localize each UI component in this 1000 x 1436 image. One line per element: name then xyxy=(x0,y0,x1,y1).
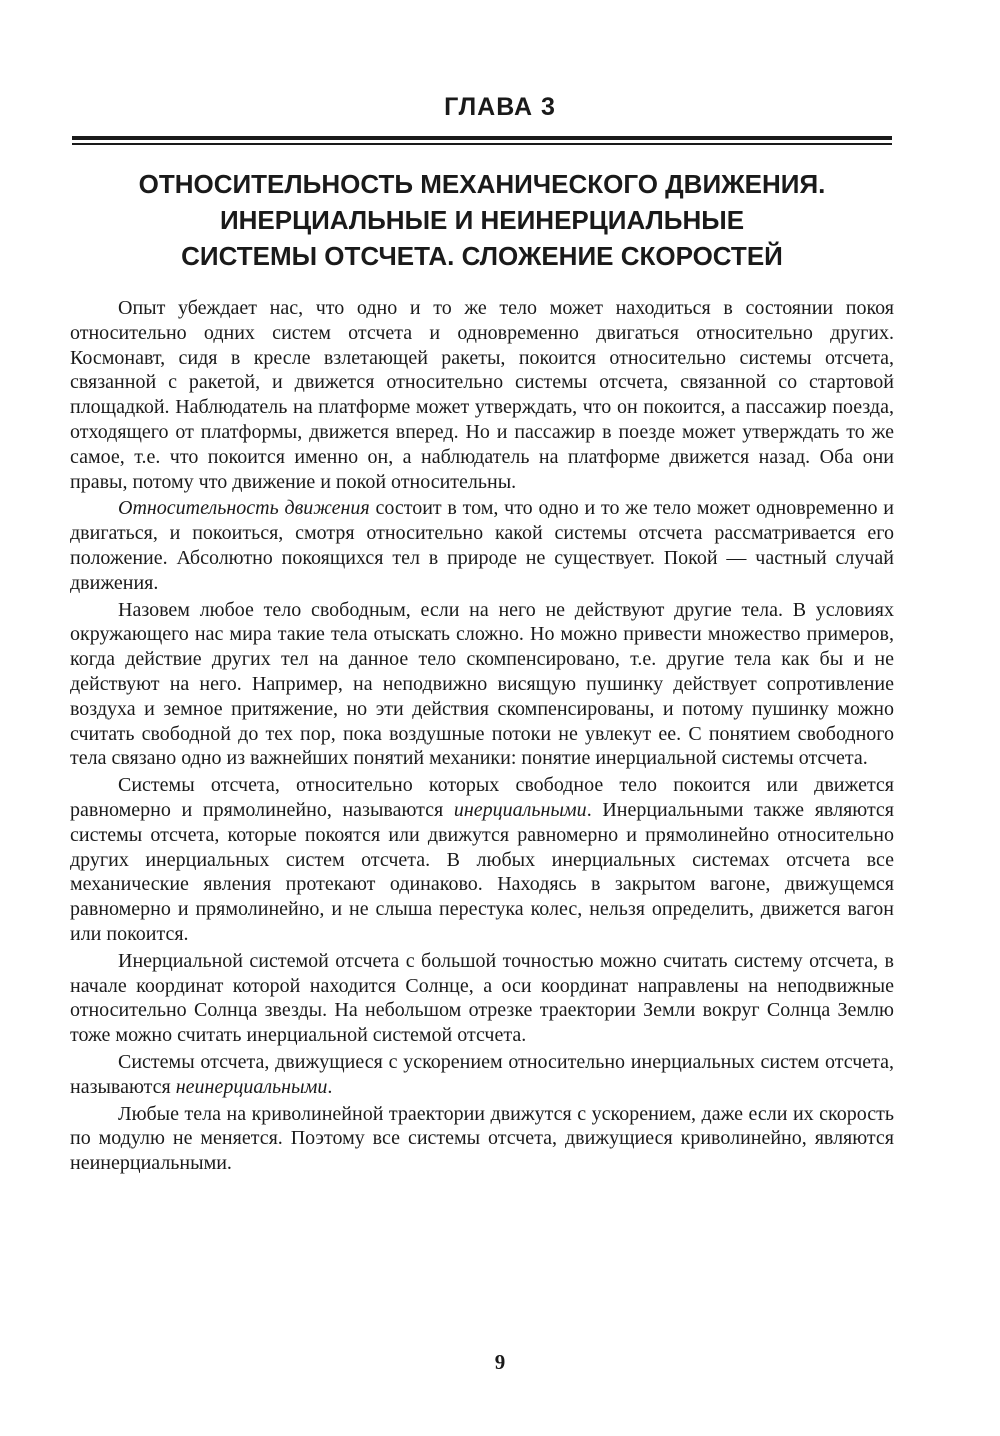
page-number: 9 xyxy=(494,1350,506,1374)
chapter-title-line: ОТНОСИТЕЛЬНОСТЬ МЕХАНИЧЕСКОГО ДВИЖЕНИЯ. xyxy=(138,169,826,199)
paragraph-text: Системы отсчета, относительно которых свободное тело покоится или движется равномерно и прямолинейно, называются xyxy=(70,774,894,821)
paragraph-text: состоит в том, что одно и то же тело может одновременно и двигаться, и покоиться, смотря относительно какой системы отсчета рассматривается его положение. Абсолютно покоящихся тел в природе не существует. Покой — частный случай движения. xyxy=(70,497,894,594)
chapter-title xyxy=(72,166,892,274)
paragraph-7: Любые тела на криволинейной траектории движутся с ускорением, даже если их скорость по модулю не меняется. Поэтому все системы отсчета, движущиеся криволинейно, являются неинерциальными. xyxy=(70,1102,894,1175)
paragraph-text: . Инерциальными также являются системы отсчета, которые покоятся или движутся равномерно и прямолинейно относительно других инерциальных систем отсчета. В любых инерциальных системах отсчета все механические явления протекают одинаково. Находясь в закрытом вагоне, движущемся равномерно и прямолинейно, и не слыша перестука колес, нельзя определить, движется вагон или покоится. xyxy=(70,798,894,945)
body-text xyxy=(70,296,894,1178)
italic-term: неинерциальными xyxy=(175,1075,328,1098)
chapter-divider xyxy=(72,136,892,145)
paragraph-1: Опыт убеждает нас, что одно и то же тело может находиться в состоянии покоя относительно одних систем отсчета и одновременно двигаться относительно других. Космонавт, сидя в кресле взлетающей ракеты, покоится относительно системы отсчета, связанной с ракетой, и движется относительно системы отсчета, связанной со стартовой площадкой. Наблюдатель на платформе может утверждать, что он покоится, а пассажир поезда, отходящего от платформы, движется вперед. Но и пассажир в поезде может утверждать то же самое, т.е. что покоится именно он, а наблюдатель на платформе движется назад. Оба они правы, потому что движение и покой относительны. xyxy=(70,297,894,493)
chapter-number: ГЛАВА 3 xyxy=(444,93,556,121)
italic-term: Относительность движения xyxy=(118,497,370,520)
paragraph-text: Системы отсчета, движущиеся с ускорением относительно инерциальных систем отсчета, называются xyxy=(70,1050,894,1098)
paragraph-6 xyxy=(70,1050,894,1100)
chapter-title-line: СИСТЕМЫ ОТСЧЕТА. СЛОЖЕНИЕ СКОРОСТЕЙ xyxy=(181,241,783,271)
paragraph-5: Инерциальной системой отсчета с большой точностью можно считать систему отсчета, в начале координат которой находится Солнце, а оси координат направлены на неподвижные относительно Солнца звезды. На небольшом отрезке траектории Земли вокруг Солнца Землю тоже можно считать инерциальной системой отсчета. xyxy=(70,949,894,1047)
paragraph-text: . xyxy=(327,1075,333,1098)
paragraph-2 xyxy=(70,496,894,595)
divider-thick-line xyxy=(72,136,892,140)
chapter-title-line: ИНЕРЦИАЛЬНЫЕ И НЕИНЕРЦИАЛЬНЫЕ xyxy=(219,205,745,235)
italic-term: инерциальными xyxy=(453,798,587,821)
paragraph-4 xyxy=(70,773,894,947)
divider-thin-line xyxy=(72,143,892,145)
paragraph-3: Назовем любое тело свободным, если на него не действуют другие тела. В условиях окружающего нас мира такие тела отыскать сложно. Но можно привести множество примеров, когда действие других тел на данное тело скомпенсировано, т.е. другие тела как бы и не действуют на него. Например, на неподвижно висящую пушинку действует сопротивление воздуха и земное притяжение, но эти действия скомпенсированы, и потому пушинку можно считать свободной до тех пор, пока воздушные потоки не увлекут ее. С понятием свободного тела связано одно из важнейших понятий механики: понятие инерциальной системы отсчета. xyxy=(70,598,894,770)
